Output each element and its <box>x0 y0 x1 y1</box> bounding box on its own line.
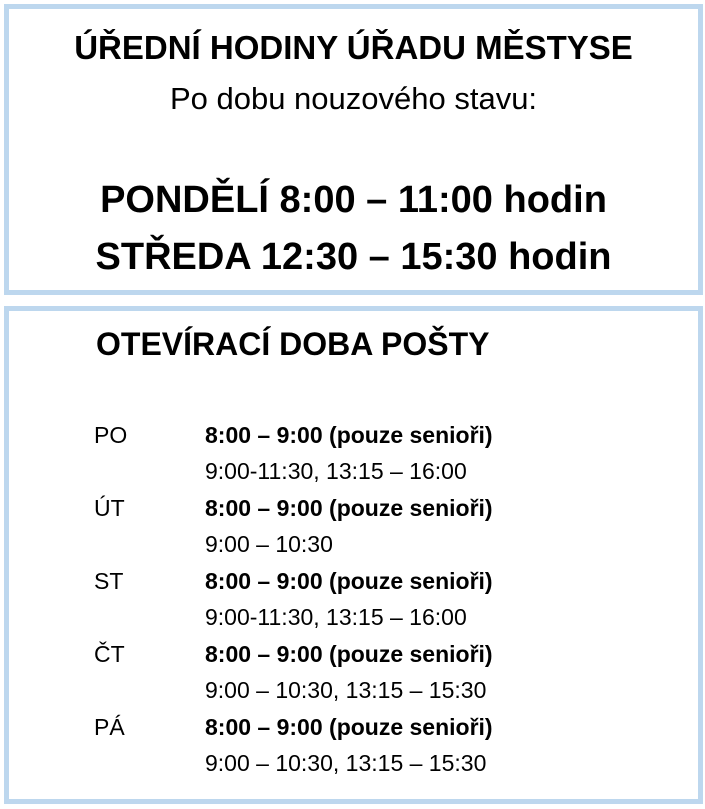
day-label: ST <box>94 568 124 594</box>
regular-hours: 9:00 – 10:30 <box>205 531 333 557</box>
office-hours-wednesday: STŘEDA 12:30 – 15:30 hodin <box>95 236 612 278</box>
day-label: PO <box>94 422 128 448</box>
day-label: PÁ <box>94 714 125 740</box>
schedule-row-wednesday <box>94 563 684 636</box>
day-label: ÚT <box>94 495 125 521</box>
regular-hours: 9:00 – 10:30, 13:15 – 15:30 <box>205 750 487 776</box>
regular-hours: 9:00 – 10:30, 13:15 – 15:30 <box>205 677 487 703</box>
office-hours-panel <box>4 4 703 295</box>
post-office-hours-panel <box>4 306 703 804</box>
schedule-row-friday <box>94 709 684 782</box>
day-label: ČT <box>94 641 125 667</box>
post-office-schedule <box>94 417 684 782</box>
senior-hours: 8:00 – 9:00 (pouze senioři) <box>205 422 493 448</box>
schedule-row-thursday <box>94 636 684 709</box>
post-office-title: OTEVÍRACÍ DOBA POŠTY <box>96 326 490 362</box>
schedule-row-monday <box>94 417 684 490</box>
senior-hours: 8:00 – 9:00 (pouze senioři) <box>205 568 493 594</box>
office-hours-subtitle: Po dobu nouzového stavu: <box>169 81 538 116</box>
senior-hours: 8:00 – 9:00 (pouze senioři) <box>205 714 493 740</box>
office-hours-monday: PONDĚLÍ 8:00 – 11:00 hodin <box>100 179 607 221</box>
schedule-row-tuesday <box>94 490 684 563</box>
office-hours-title: ÚŘEDNÍ HODINY ÚŘADU MĚSTYSE <box>74 29 633 66</box>
senior-hours: 8:00 – 9:00 (pouze senioři) <box>205 641 493 667</box>
senior-hours: 8:00 – 9:00 (pouze senioři) <box>205 495 493 521</box>
regular-hours: 9:00-11:30, 13:15 – 16:00 <box>205 458 467 484</box>
regular-hours: 9:00-11:30, 13:15 – 16:00 <box>205 604 467 630</box>
